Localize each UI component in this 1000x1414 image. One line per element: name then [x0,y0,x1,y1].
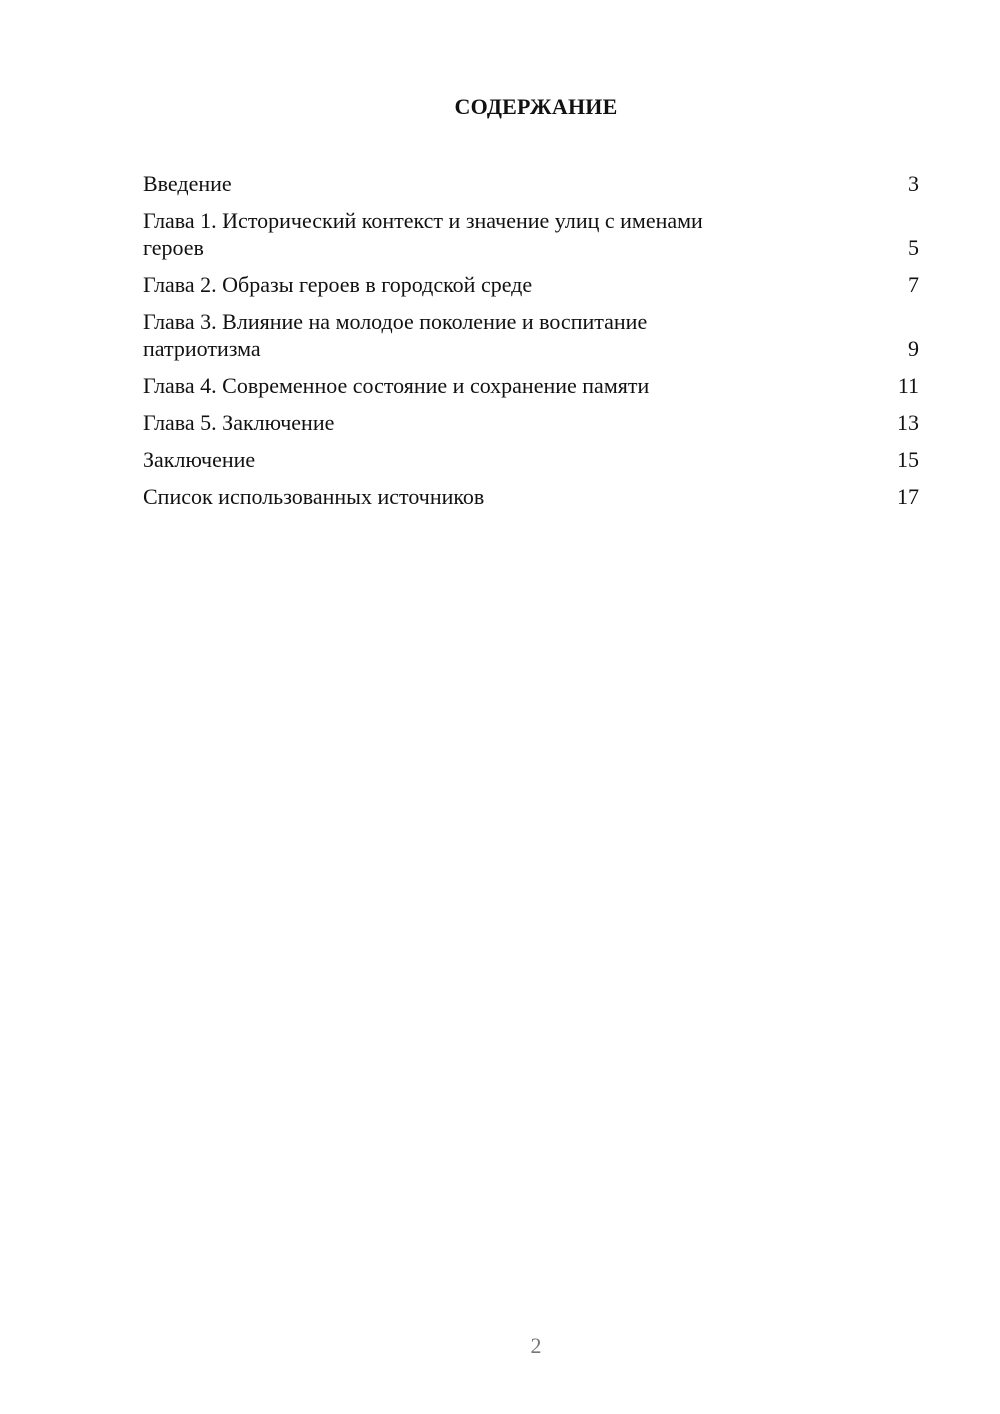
toc-entry-introduction [143,170,919,197]
toc-entry-conclusion [143,446,919,473]
toc-entry-title: Введение [143,171,232,196]
toc-entry-chapter-4 [143,372,919,399]
toc-entry-page: 13 [897,410,919,435]
toc-entry-title: Глава 1. Исторический контекст и значение улиц с именами героев [143,208,703,260]
toc-entry-title: Глава 2. Образы героев в городской среде [143,272,533,297]
page-title: СОДЕРЖАНИЕ [454,94,618,119]
toc-entry-chapter-2 [143,271,919,298]
toc-entry-title: Глава 4. Современное состояние и сохранение памяти [143,373,650,398]
toc-entry-page: 11 [897,373,919,398]
toc-entry-page: 7 [908,272,919,297]
table-of-contents [143,170,919,520]
toc-entry-page: 9 [908,336,919,361]
toc-entry-page: 17 [897,484,919,509]
toc-entry-page: 15 [897,447,919,472]
page-number: 2 [530,1333,542,1358]
toc-entry-page: 5 [908,235,919,260]
toc-entry-page: 3 [908,171,919,196]
toc-entry-title: Глава 3. Влияние на молодое поколение и воспитание патриотизма [143,309,648,361]
toc-entry-title: Заключение [143,447,256,472]
toc-entry-chapter-3 [143,308,919,362]
toc-entry-references [143,483,919,510]
toc-entry-chapter-5 [143,409,919,436]
toc-entry-title: Глава 5. Заключение [143,410,335,435]
toc-entry-chapter-1 [143,207,919,261]
toc-entry-title: Список использованных источников [143,484,485,509]
